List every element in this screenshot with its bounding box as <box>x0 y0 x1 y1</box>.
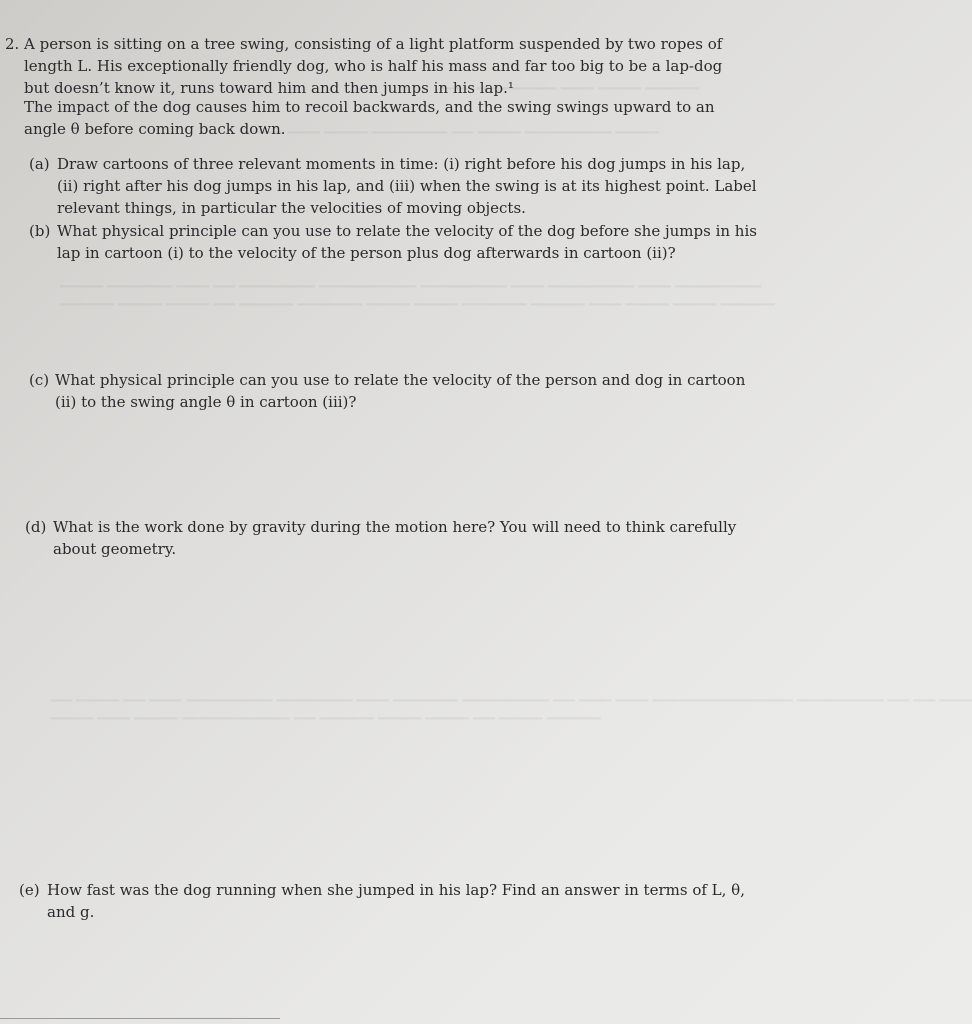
footnote-rule <box>0 1018 280 1019</box>
bleed-through-decoration: ▁▁▁ ▁▁ ▁▁▁▁▁ ▁▁▁ ▁▁▁▁ ▁▁▁▁▁ <box>440 74 700 90</box>
bleed-through-decoration: ▁▁▁▁ ▁▁▁ ▁▁▁▁ ▁▁▁▁▁▁▁▁▁▁ ▁▁ ▁▁▁▁▁ ▁▁▁▁ ▁▁▁▁ ▁▁ ▁▁▁▁ ▁▁▁▁▁ <box>50 704 601 720</box>
part-c-text: What physical principle can you use to relate the velocity of the person and dog in cartoon (ii) to the swing angle θ in cartoon (iii)? <box>55 371 746 411</box>
question-intro: A person is sitting on a tree swing, consisting of a light platform suspended by two ropes of length L. His exceptionally friendly dog, who is half his mass and far too big to be a lap-dog but doesn’t know it, runs toward him and then jumps in his lap.¹ <box>24 35 723 97</box>
bleed-through-decoration: ▁▁ ▁▁▁▁ ▁▁ ▁▁▁ ▁▁▁▁▁▁▁▁ ▁▁▁▁▁▁▁ ▁▁▁ ▁▁▁▁▁▁ ▁▁▁▁▁▁▁▁ ▁▁ ▁▁▁ ▁▁▁ ▁▁▁▁▁▁▁▁▁▁▁▁▁ ▁▁▁▁▁▁▁▁ ▁▁ ▁▁ ▁▁▁ <box>50 686 972 702</box>
part-e-label: (e) <box>19 881 40 899</box>
bleed-through-decoration: ▁▁▁▁▁ ▁▁▁▁ ▁▁▁▁ ▁▁ ▁▁▁▁▁ ▁▁▁▁▁▁ ▁▁▁▁ ▁▁▁▁ ▁▁▁▁▁▁ ▁▁▁▁▁ ▁▁▁ ▁▁▁▁ ▁▁▁▁ ▁▁▁▁▁ <box>60 290 775 306</box>
part-d-text: What is the work done by gravity during the motion here? You will need to think carefully about geometry. <box>53 518 737 558</box>
part-d-label: (d) <box>25 518 47 536</box>
bleed-through-decoration: ▁▁▁▁ ▁▁▁▁▁▁ ▁▁▁ ▁▁ ▁▁▁▁▁▁▁ ▁▁▁▁▁▁▁▁▁ ▁▁▁▁▁▁▁▁ ▁▁▁ ▁▁▁▁▁▁▁▁ ▁▁▁ ▁▁▁▁▁▁▁▁ <box>60 272 762 288</box>
part-e-text: How fast was the dog running when she jumped in his lap? Find an answer in terms of L, θ, and g. <box>47 881 745 921</box>
part-b-label: (b) <box>29 222 51 240</box>
question-number: 2. <box>5 35 20 53</box>
part-a-text: Draw cartoons of three relevant moments in time: (i) right before his dog jumps in his lap, (ii) right after his dog jumps in his lap, and (iii) when the swing is at its highest point. Label relevant things, in particular the velocities of moving objects. <box>57 155 757 217</box>
part-a-label: (a) <box>29 155 50 173</box>
part-c-label: (c) <box>29 371 50 389</box>
part-b-text: What physical principle can you use to relate the velocity of the dog before she jumps in his lap in cartoon (i) to the velocity of the person plus dog afterwards in cartoon (ii)? <box>57 222 757 262</box>
question-impact: The impact of the dog causes him to recoil backwards, and the swing swings upward to an angle θ before coming back down. <box>24 98 715 138</box>
bleed-through-decoration: ▁▁▁▁ ▁▁▁ ▁▁▁▁ ▁▁▁▁▁▁▁ ▁▁ ▁▁▁▁ ▁▁▁▁▁▁▁▁ ▁▁▁▁ <box>240 118 659 134</box>
